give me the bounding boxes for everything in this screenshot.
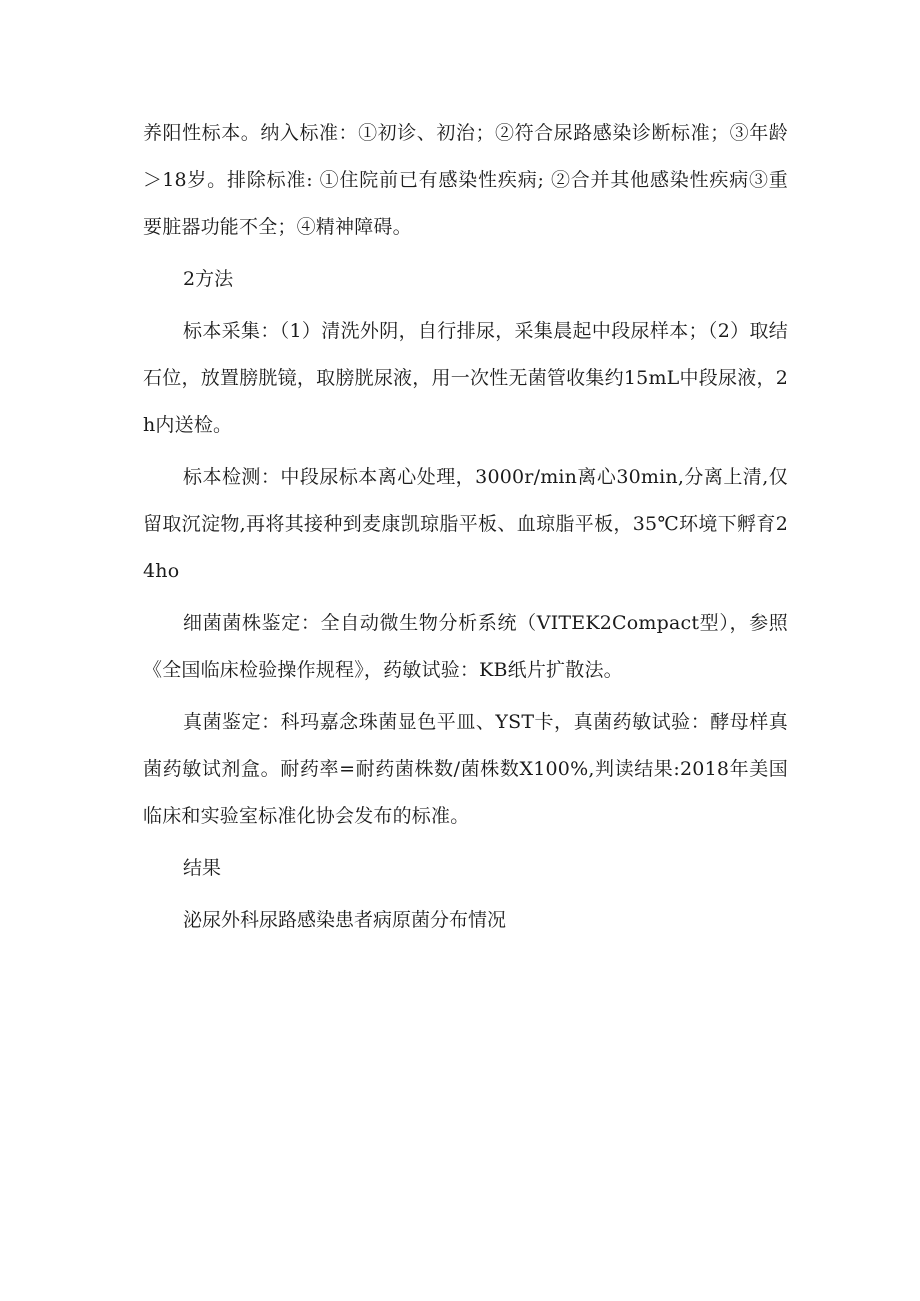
paragraph-specimen-collection: 标本采集：（1）清洗外阴，自行排尿，采集晨起中段尿样本；（2）取结石位，放置膀胱镜，取膀胱尿液，用一次性无菌管收集约15mL中段尿液，2h内送检。 — [143, 320, 788, 436]
paragraph-fungi-identification: 真菌鉴定：科玛嘉念珠菌显色平皿、YST卡，真菌药敏试验：酵母样真菌药敏试剂盒。耐药率=耐药菌株数/菌株数X100%,判读结果:2018年美国临床和实验室标准化协会发布的标准。 — [143, 711, 788, 827]
paragraph-specimen-testing: 标本检测：中段尿标本离心处理，3000r/min离心30min,分离上清,仅留取沉淀物,再将其接种到麦康凯琼脂平板、血琼脂平板，35℃环境下孵育24ho — [143, 466, 788, 582]
subheading-pathogen-distribution: 泌尿外科尿路感染患者病原菌分布情况 — [183, 909, 507, 931]
heading-methods: 2方法 — [183, 268, 234, 290]
paragraph-inclusion-criteria: 养阳性标本。纳入标准：①初诊、初治；②符合尿路感染诊断标准；③年龄＞18岁。排除标准: ①住院前已有感染性疾病; ②合并其他感染性疾病③重要脏器功能不全；④精神障碍。 — [143, 122, 788, 238]
paragraph-bacteria-identification: 细菌菌株鉴定：全自动微生物分析系统（VITEK2Compact型），参照《全国临床检验操作规程》，药敏试验：KB纸片扩散法。 — [143, 612, 788, 681]
document-body — [143, 110, 788, 949]
heading-results: 结果 — [183, 857, 222, 879]
